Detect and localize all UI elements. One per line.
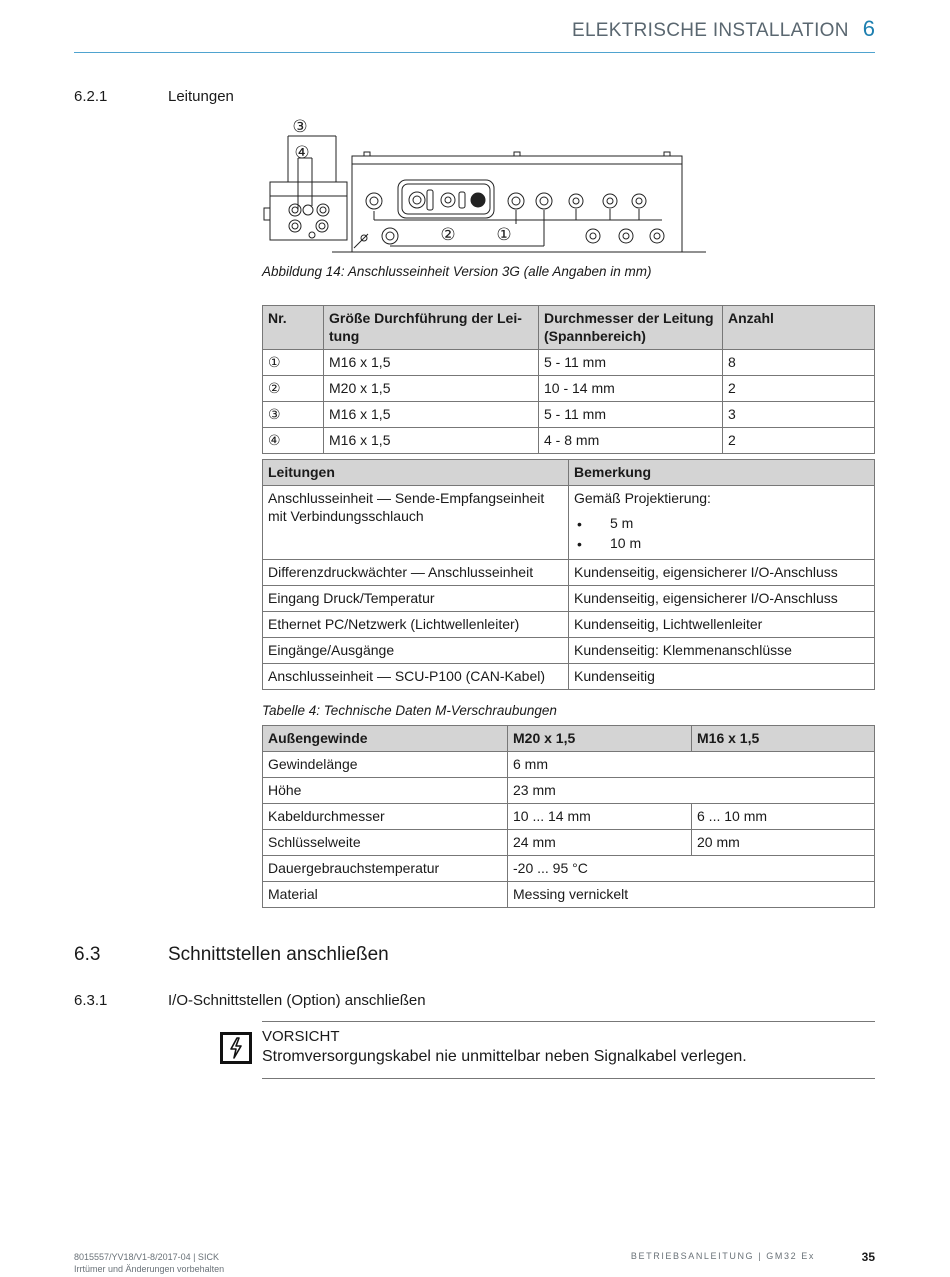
table-row — [263, 560, 875, 586]
list-item: • 5 m — [574, 513, 869, 533]
table-cell: M16 x 1,5 — [324, 428, 539, 454]
figure-caption: Abbildung 14: Anschlusseinheit Version 3G (alle Angaben in mm) — [262, 264, 652, 279]
table-header-row — [263, 306, 875, 350]
table-row — [263, 376, 875, 402]
table-cell — [569, 486, 875, 560]
table-cell: 24 mm — [508, 830, 692, 856]
callout-2: ② — [440, 225, 456, 245]
table-cell: Gewindelänge — [263, 752, 508, 778]
table-row — [263, 830, 875, 856]
header-cell: Bemerkung — [569, 460, 875, 486]
table-header-row — [263, 460, 875, 486]
table-cell: 6 ... 10 mm — [692, 804, 875, 830]
table-cell: 8 — [723, 350, 875, 376]
table-row — [263, 882, 875, 908]
table-cell: Kundenseitig, eigensicherer I/O-Anschluss — [569, 586, 875, 612]
table-cell: Eingänge/Ausgänge — [263, 638, 569, 664]
table-cell: M16 x 1,5 — [324, 402, 539, 428]
disclaimer: Irrtümer und Änderungen vorbehalten — [74, 1264, 225, 1274]
section-number: 6.3.1 — [74, 992, 108, 1009]
table-row — [263, 752, 875, 778]
table-cell: 5 - 11 mm — [539, 402, 723, 428]
table-row — [263, 664, 875, 690]
table-cell: Messing vernickelt — [508, 882, 875, 908]
table-row — [263, 586, 875, 612]
lightning-icon — [228, 1037, 244, 1059]
header-cell: M16 x 1,5 — [692, 726, 875, 752]
table-cell: Dauergebrauchstemperatur — [263, 856, 508, 882]
table-cell: 5 - 11 mm — [539, 350, 723, 376]
table-cell: ④ — [263, 428, 324, 454]
callout-3: ③ — [292, 117, 308, 137]
table-cell: ③ — [263, 402, 324, 428]
document-id: 8015557/YV18/V1-8/2017-04 | SICK — [74, 1252, 219, 1262]
section-heading-6-3-1 — [74, 992, 426, 1009]
section-number: 6.2.1 — [74, 88, 108, 105]
table-cell: Kundenseitig, Lichtwellenleiter — [569, 612, 875, 638]
header-cell: M20 x 1,5 — [508, 726, 692, 752]
table-cell: Differenzdruckwächter — Anschlusseinheit — [263, 560, 569, 586]
section-title: I/O-Schnittstellen (Option) anschließen — [168, 992, 426, 1009]
header-cell: Leitungen — [263, 460, 569, 486]
table-cell: Anschlusseinheit — Sende-Empfangseinheit mit Verbindungsschlauch — [263, 486, 569, 560]
table-cell: ② — [263, 376, 324, 402]
gland-specs-table — [262, 725, 875, 908]
header-cell: Nr. — [263, 306, 324, 350]
section-title: Schnittstellen anschließen — [168, 944, 389, 965]
table-cell: 2 — [723, 376, 875, 402]
header-rule — [74, 52, 875, 53]
table-cell: 23 mm — [508, 778, 875, 804]
header-cell: Durchmesser der Leitung (Spannbereich) — [539, 306, 723, 350]
table-cell: Kundenseitig, eigensicherer I/O-Anschluss — [569, 560, 875, 586]
cable-table — [262, 459, 875, 690]
header-cell: Außengewinde — [263, 726, 508, 752]
electric-hazard-icon — [220, 1032, 252, 1064]
table-cell: Eingang Druck/Temperatur — [263, 586, 569, 612]
table-cell: 10 - 14 mm — [539, 376, 723, 402]
header-cell: Anzahl — [723, 306, 875, 350]
table-cell: M16 x 1,5 — [324, 350, 539, 376]
table-caption: Tabelle 4: Technische Daten M-Verschraubungen — [262, 703, 557, 718]
section-heading-6-2-1 — [74, 88, 234, 105]
warning-text: Stromversorgungskabel nie unmittelbar neben Signalkabel verlegen. — [262, 1048, 747, 1065]
manual-title: BETRIEBSANLEITUNG | GM32 Ex — [630, 1251, 815, 1261]
table-row — [263, 856, 875, 882]
table-cell: Schlüsselweite — [263, 830, 508, 856]
table-cell: Anschlusseinheit — SCU-P100 (CAN-Kabel) — [263, 664, 569, 690]
remark-text: Gemäß Projektierung: — [574, 490, 711, 506]
section-title: Leitungen — [168, 88, 234, 105]
table-cell: 6 mm — [508, 752, 875, 778]
table-cell: ① — [263, 350, 324, 376]
table-cell: Ethernet PC/Netzwerk (Lichtwellenleiter) — [263, 612, 569, 638]
table-cell: 3 — [723, 402, 875, 428]
section-heading-6-3 — [74, 944, 389, 966]
table-cell: Kundenseitig: Klemmenanschlüsse — [569, 638, 875, 664]
table-cell: 20 mm — [692, 830, 875, 856]
table-row — [263, 350, 875, 376]
section-number: 6.3 — [74, 944, 101, 965]
table-cell: Kabeldurchmesser — [263, 804, 508, 830]
chapter-number: 6 — [862, 16, 875, 41]
table-row — [263, 612, 875, 638]
callout-4: ④ — [294, 143, 310, 163]
table-cell: 4 - 8 mm — [539, 428, 723, 454]
running-header — [572, 16, 875, 42]
table-row — [263, 778, 875, 804]
table-cell: M20 x 1,5 — [324, 376, 539, 402]
gland-size-table — [262, 305, 875, 454]
table-row — [263, 486, 875, 560]
chapter-title: ELEKTRISCHE INSTALLATION — [571, 20, 849, 41]
page-number: 35 — [861, 1250, 875, 1264]
table-cell: Material — [263, 882, 508, 908]
footer-left — [74, 1251, 224, 1275]
table-cell: -20 ... 95 °C — [508, 856, 875, 882]
table-row — [263, 804, 875, 830]
table-row — [263, 402, 875, 428]
table-cell: 10 ... 14 mm — [508, 804, 692, 830]
table-cell: Höhe — [263, 778, 508, 804]
table-cell: 2 — [723, 428, 875, 454]
table-row — [263, 428, 875, 454]
connection-unit-drawing — [262, 116, 712, 258]
length-list — [574, 513, 869, 553]
caution-notice — [262, 1021, 875, 1079]
table-cell: Kundenseitig — [569, 664, 875, 690]
list-item: • 10 m — [574, 533, 869, 553]
warning-heading: VORSICHT — [262, 1028, 340, 1045]
callout-1: ① — [496, 225, 512, 245]
header-cell: Größe Durchführung der Lei-tung — [324, 306, 539, 350]
table-header-row — [263, 726, 875, 752]
table-row — [263, 638, 875, 664]
